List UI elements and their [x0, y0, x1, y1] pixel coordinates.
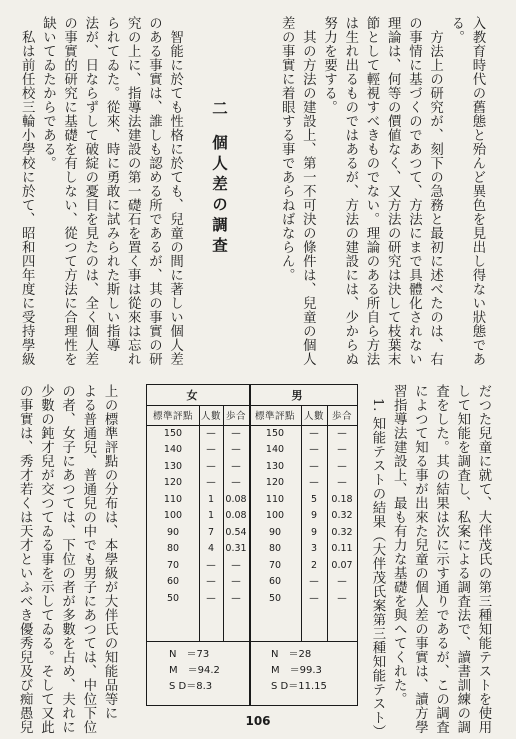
- table-cell-m-count: 9: [310, 526, 318, 538]
- table-row: [147, 442, 357, 459]
- table-cell-f-count: —: [206, 427, 216, 439]
- bottom-body-text: [367, 384, 494, 739]
- table-row: [147, 491, 357, 508]
- table-cell-score: 110: [163, 493, 183, 505]
- table-row: [147, 508, 357, 525]
- table-rule: [223, 405, 224, 641]
- text-line: 其の方法の建設上、第一不可決の條件は、兒童の個人: [300, 16, 316, 366]
- male-col-score: 標準評點: [254, 411, 295, 422]
- table-row: [147, 574, 357, 591]
- female-col-count: 人數: [200, 411, 221, 422]
- text-line: だつた兒童に就て、大伴茂氏の第三種知能テストを使用: [476, 384, 491, 734]
- table-cell-f-count: —: [206, 592, 216, 604]
- male-col-count: 人數: [303, 411, 324, 422]
- male-header: 男: [291, 389, 315, 402]
- table-cell-f-ratio: —: [231, 427, 241, 439]
- table-cell-score: 140: [265, 444, 285, 456]
- table-cell-score: 50: [268, 592, 282, 604]
- table-row: [147, 524, 357, 541]
- text-line: 究の上に、指導法建設の第一礎石を置く事は從來は忘れ: [125, 16, 141, 366]
- table-cell-m-count: —: [309, 427, 319, 439]
- intelligence-score-table: [146, 384, 358, 706]
- male-summary: [271, 647, 327, 695]
- table-row: [147, 541, 357, 558]
- table-cell-score: 80: [166, 543, 180, 555]
- table-cell-m-ratio: 0.07: [331, 559, 353, 571]
- male-col-ratio: 歩合: [331, 411, 352, 422]
- table-cell-m-ratio: —: [337, 427, 347, 439]
- text-line: して知能を調査し、私案による調査法で、讀書訓練の調: [454, 384, 470, 734]
- text-line: 節として輕視すべきものでない。理論のある所自ら方法: [363, 16, 379, 366]
- table-cell-f-ratio: 0.31: [225, 543, 247, 555]
- table-commentary-text: [14, 384, 120, 734]
- table-cell-f-ratio: —: [231, 477, 241, 489]
- table-cell-f-ratio: 0.08: [225, 493, 247, 505]
- table-row: [147, 458, 357, 475]
- text-line: は生れ出るものではあるが、方法の建設には、少からぬ: [342, 16, 358, 366]
- table-cell-score: 110: [265, 493, 285, 505]
- text-line: よる普通兒、普通兒の中でも男子にあつては、中位下位: [80, 384, 96, 734]
- male-sd: S D＝11.15: [271, 681, 327, 692]
- text-line: 法が、日ならずして破綻の憂目を見たのは、全く個人差: [82, 16, 98, 366]
- table-cell-score: 70: [166, 559, 180, 571]
- text-line: 差の事實に着眼する事であらねばならん。: [279, 16, 295, 282]
- text-line: 1. 知能テストの結果（大伴茂氏案第三種知能テスト）: [369, 384, 385, 739]
- table-cell-score: 150: [265, 427, 285, 439]
- table-cell-f-count: 1: [207, 510, 215, 522]
- table-cell-m-ratio: —: [337, 576, 347, 588]
- table-cell-m-count: —: [309, 460, 319, 472]
- table-cell-score: 70: [268, 559, 282, 571]
- table-cell-f-ratio: 0.54: [225, 526, 247, 538]
- table-cell-score: 120: [163, 477, 183, 489]
- female-summary: [169, 647, 220, 695]
- table-cell-f-ratio: —: [231, 444, 241, 456]
- text-line: の者、女子にあつては、下位の者が多數を占め、夫れに: [59, 384, 75, 734]
- text-line: の事情に基づくのであつて、方法にまで具體化されない: [406, 16, 422, 366]
- table-cell-score: 140: [163, 444, 183, 456]
- text-line: の事實的研究に基礎を有しない、從つて方法に合理性を: [61, 16, 77, 366]
- table-cell-score: 50: [166, 592, 180, 604]
- table-cell-f-count: —: [206, 444, 216, 456]
- female-col-score: 標準評點: [152, 411, 193, 422]
- text-line: によつて知る事が出來た兒童の個人差の事實は、讀方學: [412, 384, 428, 734]
- text-line: られてゐた。從來、時に勇敢に試みられた斯しい指導: [104, 16, 120, 352]
- table-cell-m-count: —: [309, 592, 319, 604]
- table-body: [147, 425, 357, 607]
- table-cell-score: 130: [265, 460, 285, 472]
- text-line: 努力を要する。: [321, 16, 337, 114]
- table-rule: [147, 641, 357, 642]
- table-cell-f-count: 1: [207, 493, 215, 505]
- table-cell-f-count: —: [206, 477, 216, 489]
- table-cell-f-ratio: —: [231, 592, 241, 604]
- table-cell-score: 90: [166, 526, 180, 538]
- page-number: 106: [245, 714, 271, 728]
- text-line: 理論は、何等の價値なく、又方法の研究は決して枝葉末: [385, 16, 401, 366]
- table-cell-m-count: —: [309, 477, 319, 489]
- table-cell-f-ratio: —: [231, 460, 241, 472]
- table-cell-m-count: 9: [310, 510, 318, 522]
- male-mean: M ＝99.3: [271, 665, 322, 676]
- text-line: 入教育時代の舊態と殆んど異色を見出し得ない狀態であ: [470, 16, 485, 366]
- text-line: 私は前任校三輪小學校に於て、昭和四年度に受持學級: [19, 16, 35, 366]
- text-line: の事實は、秀才若くは天才といふべき優秀兒及び痴愚兒: [17, 384, 33, 734]
- text-line: る。: [448, 16, 464, 44]
- table-cell-m-ratio: 0.32: [331, 526, 353, 538]
- table-cell-score: 80: [268, 543, 282, 555]
- table-cell-score: 60: [166, 576, 180, 588]
- female-col-ratio: 歩合: [225, 411, 246, 422]
- table-rule: [199, 405, 200, 641]
- table-rule: [301, 405, 302, 641]
- table-cell-f-count: 4: [207, 543, 215, 555]
- female-mean: M ＝94.2: [169, 665, 220, 676]
- table-cell-f-ratio: —: [231, 559, 241, 571]
- table-rule: [147, 405, 357, 406]
- table-cell-m-ratio: —: [337, 444, 347, 456]
- table-cell-m-ratio: 0.18: [331, 493, 353, 505]
- table-cell-m-ratio: —: [337, 592, 347, 604]
- table-cell-f-count: —: [206, 460, 216, 472]
- female-n: N ＝73: [169, 649, 210, 660]
- table-cell-score: 130: [163, 460, 183, 472]
- table-cell-m-ratio: 0.32: [331, 510, 353, 522]
- text-line: 査をした。其の結果は次に示す通りであるが、この調査: [433, 384, 449, 734]
- text-line: 習指導法建設上、最も有力な基礎を與へてくれた。: [391, 384, 407, 706]
- table-cell-score: 120: [265, 477, 285, 489]
- table-cell-score: 90: [268, 526, 282, 538]
- table-rule: [147, 425, 357, 426]
- table-cell-m-ratio: —: [337, 460, 347, 472]
- table-row: [147, 590, 357, 607]
- text-line: のある事實は、誰しも認める所であるが、其の事實の研: [146, 16, 162, 366]
- table-row: [147, 557, 357, 574]
- table-rule: [327, 405, 328, 641]
- table-cell-m-ratio: 0.11: [331, 543, 353, 555]
- text-line: 缺いてゐたからである。: [40, 16, 56, 170]
- section-heading: [208, 100, 230, 258]
- section-number: 二: [210, 100, 228, 121]
- female-header: 女: [186, 389, 210, 402]
- male-n: N ＝28: [271, 649, 312, 660]
- text-line: 上の標準評點の分布は、本學級が大伴氏の知能品等に: [102, 384, 118, 720]
- table-cell-f-count: —: [206, 576, 216, 588]
- table-cell-f-count: 7: [207, 526, 215, 538]
- table-row: [147, 425, 357, 442]
- table-row: [147, 475, 357, 492]
- section-title: 個人差の調査: [210, 134, 228, 258]
- top-body-text: [276, 16, 488, 366]
- table-cell-score: 100: [265, 510, 285, 522]
- table-divider: [249, 385, 251, 705]
- table-cell-m-ratio: —: [337, 477, 347, 489]
- left-body-text: [16, 16, 186, 366]
- text-line: 方法上の研究が、刻下の急務と最初に述べたのは、右: [427, 16, 443, 366]
- table-cell-score: 150: [163, 427, 183, 439]
- table-cell-f-count: —: [206, 559, 216, 571]
- female-sd: S D＝8.3: [169, 681, 213, 692]
- table-cell-score: 60: [268, 576, 282, 588]
- table-cell-f-ratio: 0.08: [225, 510, 247, 522]
- text-line: 智能に於ても性格に於ても、兒童の間に著しい個人差: [167, 16, 183, 366]
- text-line: 少數の鈍才兒が交つてゐる事を示してゐる。そして又此: [38, 384, 54, 734]
- table-cell-score: 100: [163, 510, 183, 522]
- table-cell-m-count: 2: [310, 559, 318, 571]
- table-cell-m-count: 5: [310, 493, 318, 505]
- table-cell-f-ratio: —: [231, 576, 241, 588]
- table-cell-m-count: 3: [310, 543, 318, 555]
- table-cell-m-count: —: [309, 444, 319, 456]
- table-cell-m-count: —: [309, 576, 319, 588]
